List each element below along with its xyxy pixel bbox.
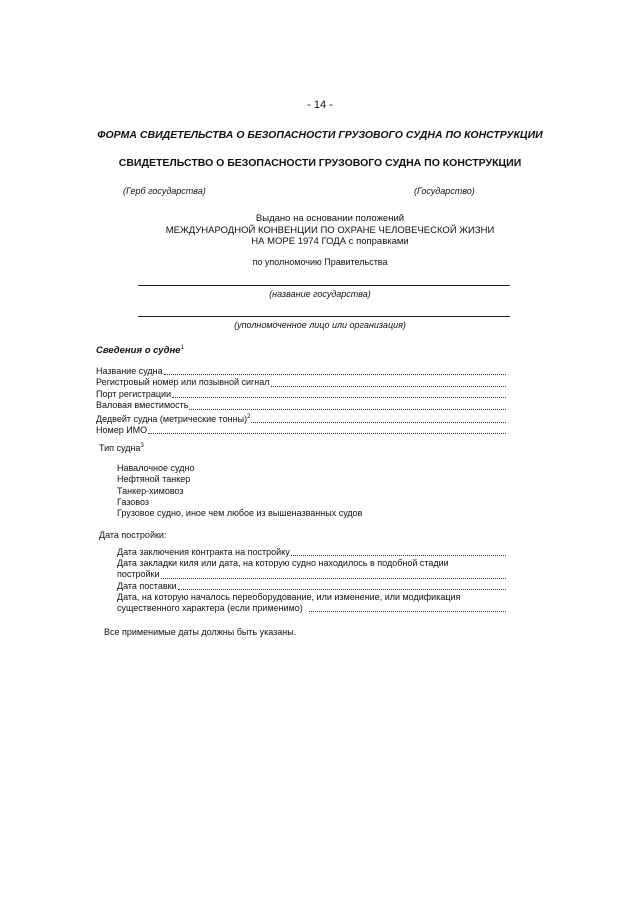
authorized-person-line [138, 316, 510, 317]
issued-line-3: НА МОРЕ 1974 ГОДА с поправками [251, 236, 409, 247]
state-name-caption: (название государства) [269, 289, 371, 299]
issued-line-1: Выдано на основании положений [255, 213, 405, 224]
ship-particulars-heading: Сведения о судне$^1$ [96, 345, 184, 357]
type-bulk-carrier: Навалочное судно [117, 463, 195, 473]
dotted-leader [189, 409, 506, 410]
type-other-cargo-ship: Грузовое судно, иное чем любое из вышеназванных судов [117, 508, 363, 519]
field-ship-name: Название судна [96, 366, 506, 377]
authority-text: по уполномочию Правительства [252, 257, 388, 267]
issued-under-text [145, 213, 515, 248]
dotted-leader [164, 374, 506, 375]
field-imo-number: Номер ИМО [96, 425, 506, 436]
field-gross-tonnage: Валовая вместимость [96, 400, 506, 411]
field-keel-date: постройки [117, 569, 506, 580]
ship-type-list [117, 463, 362, 519]
coat-of-arms-placeholder: (Герб государства) [123, 186, 206, 196]
authorized-person-caption: (уполномоченное лицо или организация) [234, 320, 406, 330]
field-deadweight: Дедвейт судна (метрические тонны)$^2$ [96, 412, 506, 425]
field-contract-date: Дата заключения контракта на постройку [117, 547, 506, 558]
field-conversion-date-line-1: Дата, на которую началось переоборудование, или изменение, или модификация [117, 591, 461, 602]
field-keel-date-line-1: Дата закладки киля или дата, на которую судно находилось в подобной стадии [117, 558, 449, 569]
state-name-line [138, 285, 510, 286]
issued-line-2: МЕЖДУНАРОДНОЙ КОНВЕНЦИИ ПО ОХРАНЕ ЧЕЛОВЕЧЕСКОЙ ЖИЗНИ [165, 224, 495, 236]
page-number: - 14 - [307, 99, 333, 111]
field-call-sign: Регистровый номер или позывной сигнал [96, 377, 506, 388]
type-oil-tanker: Нефтяной танкер [117, 474, 191, 485]
build-date-list [117, 547, 506, 614]
dotted-leader [172, 397, 506, 398]
dates-note: Все применимые даты должны быть указаны. [104, 627, 297, 637]
dotted-leader [148, 433, 506, 434]
type-gas-carrier: Газовоз [117, 496, 150, 507]
dotted-leader [161, 578, 506, 579]
field-delivery-date: Дата поставки [117, 581, 506, 592]
state-placeholder: (Государство) [414, 186, 475, 196]
certificate-title: СВИДЕТЕЛЬСТВО О БЕЗОПАСНОСТИ ГРУЗОВОГО СУДНА ПО КОНСТРУКЦИИ [118, 157, 522, 169]
footnote-marker: 2 [247, 413, 251, 420]
ship-particulars-list [96, 366, 506, 436]
field-conversion-date: существенного характера (если применимо) [117, 603, 506, 614]
dotted-leader [251, 422, 506, 423]
dotted-leader [309, 611, 506, 612]
footnote-marker: 3 [140, 443, 144, 449]
ship-type-label: Тип судна$^3$ [99, 443, 144, 453]
build-date-label: Дата постройки: [99, 530, 167, 540]
dotted-leader [271, 386, 506, 387]
field-port-of-registry: Порт регистрации [96, 389, 506, 400]
form-title: ФОРМА СВИДЕТЕЛЬСТВА О БЕЗОПАСНОСТИ ГРУЗОВОГО СУДНА ПО КОНСТРУКЦИИ [97, 129, 543, 141]
dotted-leader [178, 589, 506, 590]
type-chemical-tanker: Танкер-химовоз [117, 485, 184, 496]
footnote-marker: 1 [180, 345, 184, 351]
dotted-leader [291, 555, 506, 556]
